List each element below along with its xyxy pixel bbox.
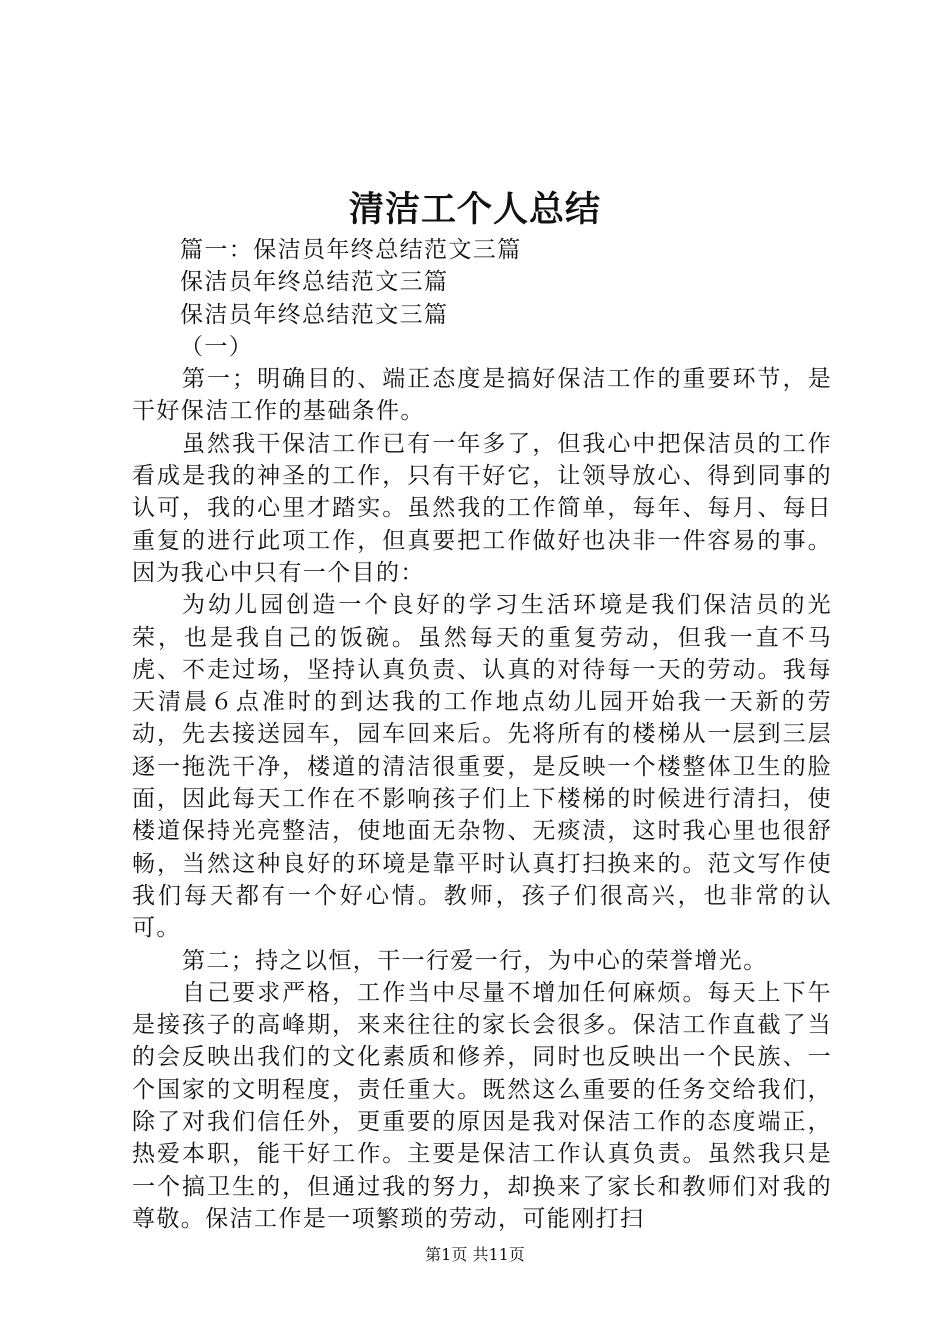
- document-body: [132, 234, 832, 1235]
- page-title: 清洁工个人总结: [348, 189, 601, 230]
- body-paragraph: 第二；持之以恒，干一行爱一行，为中心的荣誉增光。: [182, 947, 768, 974]
- body-paragraph: 自己要求严格，工作当中尽量不增加任何麻烦。每天上下午是接孩子的高峰期，来来往往的家长会很多。保洁工作直截了当的会反映出我们的文化素质和修养，同时也反映出一个民族、一个国家的文明程度，责任重大。既然这么重要的任务交给我们，除了对我们信任外，更重要的原因是我对保洁工作的态度端正，热爱本职，能干好工作。主要是保洁工作认真负责。虽然我只是一个搞卫生的，但通过我的努力，却换来了家长和教师们对我的尊敬。保洁工作是一项繁琐的劳动，可能刚打扫: [132, 979, 832, 1232]
- section-heading: 篇一：保洁员年终总结范文三篇: [180, 237, 522, 263]
- subheading: 保洁员年终总结范文三篇: [180, 269, 449, 296]
- body-paragraph: 为幼儿园创造一个良好的学习生活环境是我们保洁员的光荣，也是我自己的饭碗。虽然每天的重复劳动，但我一直不马虎、不走过场，坚持认真负责、认真的对待每一天的劳动。我每天清晨６点准时的到达我的工作地点幼儿园开始我一天新的劳动，先去接送园车，园车回来后。先将所有的楼梯从一层到三层逐一拖洗干净，楼道的清洁很重要，是反映一个楼整体卫生的脸面，因此每天工作在不影响孩子们上下楼梯的时候进行清扫，使楼道保持光亮整洁，使地面无杂物、无痰渍，这时我心里也很舒畅，当然这种良好的环境是靠平时认真打扫换来的。范文写作使我们每天都有一个好心情。教师，孩子们很高兴，也非常的认可。: [132, 592, 832, 942]
- body-paragraph: 虽然我干保洁工作已有一年多了，但我心中把保洁员的工作看成是我的神圣的工作，只有干好它，让领导放心、得到同事的认可，我的心里才踏实。虽然我的工作简单，每年、每月、每日重复的进行此项工作，但真要把工作做好也决非一件容易的事。因为我心中只有一个目的：: [132, 430, 832, 586]
- body-paragraph: 第一；明确目的、端正态度是搞好保洁工作的重要环节，是干好保洁工作的基础条件。: [132, 366, 832, 425]
- subheading: 保洁员年终总结范文三篇: [180, 301, 449, 328]
- section-number: （一）: [180, 333, 254, 360]
- page-footer: 第1页 共11页: [425, 1245, 525, 1264]
